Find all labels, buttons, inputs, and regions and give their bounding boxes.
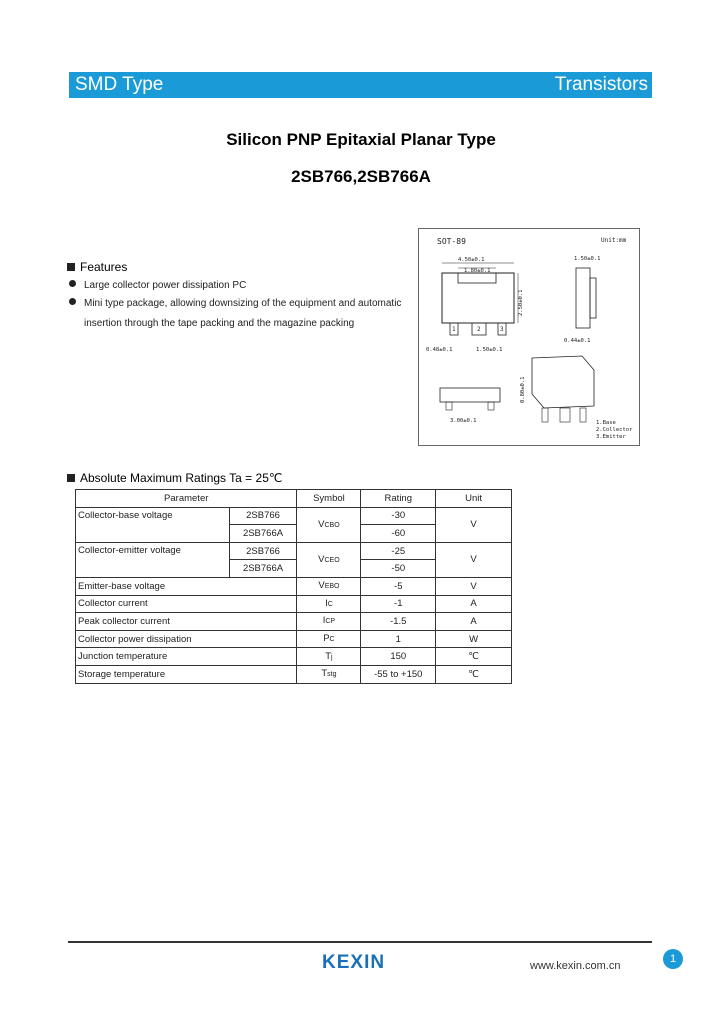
table-row xyxy=(76,613,512,631)
page-number: 1 xyxy=(663,949,683,969)
unit-cell: V xyxy=(436,507,512,542)
feature-item: Mini type package, allowing downsizing of the equipment and automatic xyxy=(69,298,401,309)
legend-collector: 2.Collector xyxy=(596,427,633,433)
package-name: SOT-89 xyxy=(437,237,466,246)
param-cell: Collector-emitter voltage xyxy=(76,542,230,577)
header-category: SMD Type xyxy=(75,74,164,95)
dim-tab: 1.80±0.1 xyxy=(464,268,491,274)
unit-cell: V xyxy=(436,577,512,595)
param-cell: Collector-base voltage xyxy=(76,507,230,542)
symbol-cell: Tj xyxy=(297,648,361,666)
kexin-logo: KEXIN xyxy=(322,952,386,973)
rating-cell: 150 xyxy=(361,648,436,666)
dim-pitch: 1.50±0.1 xyxy=(476,347,503,353)
dim-height: 2.50±0.1 xyxy=(518,289,524,316)
pin-3: 3 xyxy=(500,326,504,333)
model-cell: 2SB766 xyxy=(229,507,297,525)
ratings-heading: Absolute Maximum Ratings Ta = 25℃ xyxy=(67,471,282,485)
unit-cell: V xyxy=(436,542,512,577)
rating-cell: -60 xyxy=(361,525,436,543)
page-title: Silicon PNP Epitaxial Planar Type xyxy=(226,130,496,149)
feature-item-continued: insertion through the tape packing and the magazine packing xyxy=(84,318,355,329)
param-cell: Collector power dissipation xyxy=(76,630,297,648)
pin-2: 2 xyxy=(477,326,481,333)
square-bullet-icon xyxy=(67,474,75,482)
dim-depth: 0.80±0.1 xyxy=(520,376,526,403)
features-heading: Features xyxy=(67,260,127,274)
rating-cell: -5 xyxy=(361,577,436,595)
symbol-cell: VCEO xyxy=(297,542,361,577)
param-cell: Collector current xyxy=(76,595,297,613)
table-row xyxy=(76,507,512,525)
table-row xyxy=(76,595,512,613)
rating-cell: -1.5 xyxy=(361,613,436,631)
bullet-icon xyxy=(69,280,76,287)
table-row xyxy=(76,665,512,683)
package-outline-diagram xyxy=(418,228,640,446)
unit-cell: W xyxy=(436,630,512,648)
footer-url[interactable]: www.kexin.com.cn xyxy=(530,960,621,972)
ratings-table xyxy=(75,489,512,684)
rating-cell: -1 xyxy=(361,595,436,613)
unit-cell: ℃ xyxy=(436,648,512,666)
param-cell: Junction temperature xyxy=(76,648,297,666)
unit-cell: A xyxy=(436,613,512,631)
param-cell: Emitter-base voltage xyxy=(76,577,297,595)
symbol-cell: IC xyxy=(297,595,361,613)
model-cell: 2SB766A xyxy=(229,525,297,543)
rating-cell: -55 to +150 xyxy=(361,665,436,683)
feature-item: Large collector power dissipation PC xyxy=(69,280,246,291)
table-row xyxy=(76,577,512,595)
param-cell: Storage temperature xyxy=(76,665,297,683)
dim-thickness: 1.50±0.1 xyxy=(574,256,601,262)
model-cell: 2SB766A xyxy=(229,560,297,578)
symbol-cell: VCBO xyxy=(297,507,361,542)
bullet-icon xyxy=(69,298,76,305)
rating-cell: -25 xyxy=(361,542,436,560)
pin-1: 1 xyxy=(452,326,456,333)
table-row xyxy=(76,542,512,560)
unit-cell: A xyxy=(436,595,512,613)
square-bullet-icon xyxy=(67,263,75,271)
symbol-cell: VEBO xyxy=(297,577,361,595)
header-bar xyxy=(69,72,652,98)
dim-width: 4.50±0.1 xyxy=(458,257,485,263)
units-label: Unit:mm xyxy=(601,237,627,244)
dim-lead: 0.48±0.1 xyxy=(426,347,453,353)
table-header-row xyxy=(76,490,512,508)
table-row xyxy=(76,648,512,666)
param-cell: Peak collector current xyxy=(76,613,297,631)
legend-base: 1.Base xyxy=(596,420,616,426)
rating-cell: -50 xyxy=(361,560,436,578)
legend-emitter: 3.Emitter xyxy=(596,434,626,440)
table-row xyxy=(76,630,512,648)
model-cell: 2SB766 xyxy=(229,542,297,560)
symbol-cell: ICP xyxy=(297,613,361,631)
header-product-type: Transistors xyxy=(554,74,648,95)
symbol-cell: PC xyxy=(297,630,361,648)
footer-divider xyxy=(68,941,652,943)
col-rating: Rating xyxy=(361,490,436,508)
unit-cell: ℃ xyxy=(436,665,512,683)
col-symbol: Symbol xyxy=(297,490,361,508)
col-parameter: Parameter xyxy=(76,490,297,508)
dim-span: 3.00±0.1 xyxy=(450,418,477,424)
col-unit: Unit xyxy=(436,490,512,508)
symbol-cell: Tstg xyxy=(297,665,361,683)
part-number: 2SB766,2SB766A xyxy=(291,167,431,186)
rating-cell: 1 xyxy=(361,630,436,648)
rating-cell: -30 xyxy=(361,507,436,525)
dim-lead-thickness: 0.44±0.1 xyxy=(564,338,591,344)
